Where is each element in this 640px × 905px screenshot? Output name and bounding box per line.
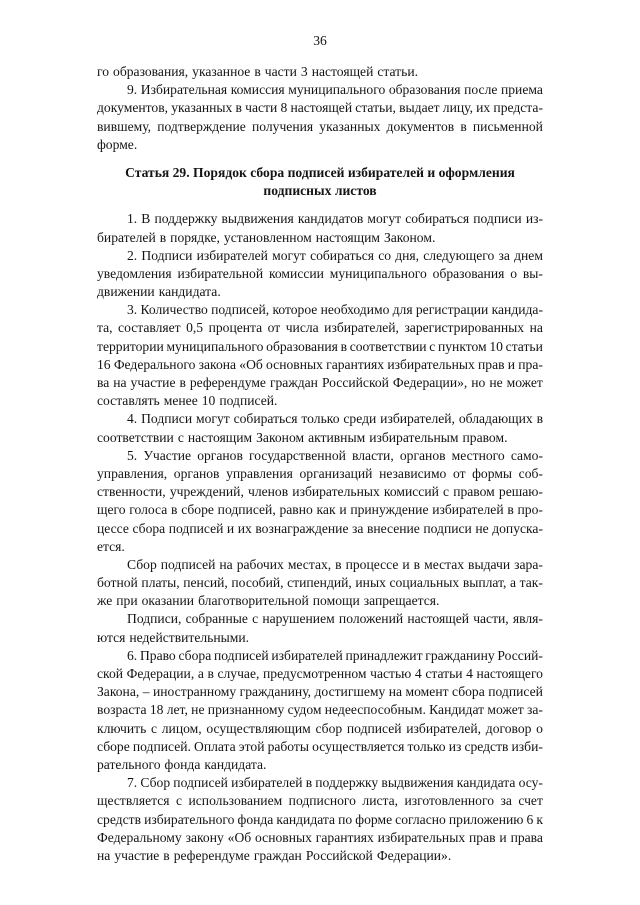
paragraph	[97, 63, 543, 81]
text-line: возраста 18 лет, не признанному судом недееспособным. Кандидат может за-	[97, 702, 543, 718]
text-line: 3. Количество подписей, которое необходимо для регистрации кандида-	[127, 302, 543, 318]
text-line: ются недействительными.	[97, 629, 250, 645]
text-line: цессе сбора подписей и их вознаграждение за внесение подписи не допуска-	[97, 520, 543, 536]
text-line: на участие в референдуме граждан Российской Федерации».	[97, 847, 452, 863]
text-line: ется.	[97, 538, 125, 554]
text-line: же при оказании благотворительной помощи запрещается.	[97, 593, 440, 609]
paragraph	[97, 610, 543, 646]
text-line: ва на участие в референдуме граждан Российской Федерации», но не может	[97, 375, 543, 390]
paragraph	[97, 556, 543, 611]
text-line: 1. В поддержку выдвижения кандидатов могут собираться подписи из-	[127, 211, 543, 227]
spacer	[97, 200, 543, 210]
text-line: 16 Федерального закона «Об основных гарантиях избирательных прав и пра-	[97, 356, 543, 372]
document-body	[97, 63, 543, 865]
text-line: средств избирательного фонда кандидата по форме согласно приложению 6 к	[97, 811, 543, 827]
text-line: Закона, – иностранному гражданину, достигшему на момент сбора подписей	[97, 684, 543, 700]
text-line: соответствии с настоящим Законом активным избирательным правом.	[97, 429, 508, 445]
paragraph	[97, 647, 543, 774]
text-line: сборе подписей. Оплата этой работы осуществляется только из средств изби-	[97, 738, 543, 754]
text-line: ключить с лицом, осуществляющим сбор подписей избирателей, договор о	[97, 720, 543, 736]
text-line: документов, указанных в части 8 настоящей статьи, выдает лицу, их предста-	[97, 100, 543, 116]
text-line: Сбор подписей на рабочих местах, в процессе и в местах выдачи зара-	[127, 556, 543, 572]
page-number: 36	[313, 33, 327, 48]
text-line: 6. Право сбора подписей избирателей принадлежит гражданину Россий-	[127, 647, 543, 663]
text-line: ботной платы, пенсий, пособий, стипендий, иных социальных выплат, а так-	[97, 575, 543, 591]
article-heading-line: подписных листов	[263, 183, 377, 199]
text-line: форме.	[97, 136, 138, 152]
paragraph	[97, 410, 543, 446]
paragraph	[97, 447, 543, 556]
paragraph	[97, 247, 543, 302]
paragraph	[97, 81, 543, 154]
text-line: территории муниципального образования в соответствии с пунктом 10 статьи	[97, 338, 543, 354]
text-line: 4. Подписи могут собираться только среди избирателей, обладающих в	[127, 411, 543, 427]
paragraph	[97, 210, 543, 246]
article-heading-line: Статья 29. Порядок сбора подписей избирателей и оформления	[125, 164, 515, 180]
text-line: та, составляет 0,5 процента от числа избирателей, зарегистрированных на	[97, 320, 543, 336]
text-line: 2. Подписи избирателей могут собираться со дня, следующего за днем	[127, 247, 543, 263]
text-line: рательного фонда кандидата.	[97, 756, 267, 772]
text-line: щего голоса в сборе подписей, равно как и принуждение избирателей в про-	[97, 502, 543, 518]
text-line: движении кандидата.	[97, 284, 221, 300]
text-line: ществляется с использованием подписного листа, изготовленного за счет	[97, 793, 543, 809]
paragraph	[97, 774, 543, 865]
text-line: го образования, указанное в части 3 настоящей статьи.	[97, 64, 418, 79]
text-line: составлять менее 10 подписей.	[97, 393, 278, 409]
spacer	[97, 154, 543, 164]
paragraph	[97, 301, 543, 410]
text-line: бирателей в порядке, установленном настоящим Законом.	[97, 229, 436, 245]
text-line: Федеральному закону «Об основных гарантиях избирательных прав и права	[97, 829, 543, 845]
text-line: уведомления избирательной комиссии муниципального образования о вы-	[97, 265, 543, 281]
text-line: ской Федерации, а в случае, предусмотренном частью 4 статьи 4 настоящего	[97, 666, 543, 681]
text-line: 5. Участие органов государственной власти, органов местного само-	[127, 447, 543, 463]
text-line: управления, органов управления организаций независимо от формы соб-	[97, 465, 543, 481]
text-line: вившему, подтверждение получения указанных документов в письменной	[97, 118, 543, 134]
text-line: Подписи, собранные с нарушением положений настоящей части, явля-	[127, 611, 543, 627]
text-line: ственности, учреждений, членов избирательных комиссий с правом решаю-	[97, 484, 543, 500]
text-line: 9. Избирательная комиссия муниципального образования после приема	[127, 82, 543, 98]
text-line: 7. Сбор подписей избирателей в поддержку выдвижения кандидата осу-	[127, 775, 543, 791]
